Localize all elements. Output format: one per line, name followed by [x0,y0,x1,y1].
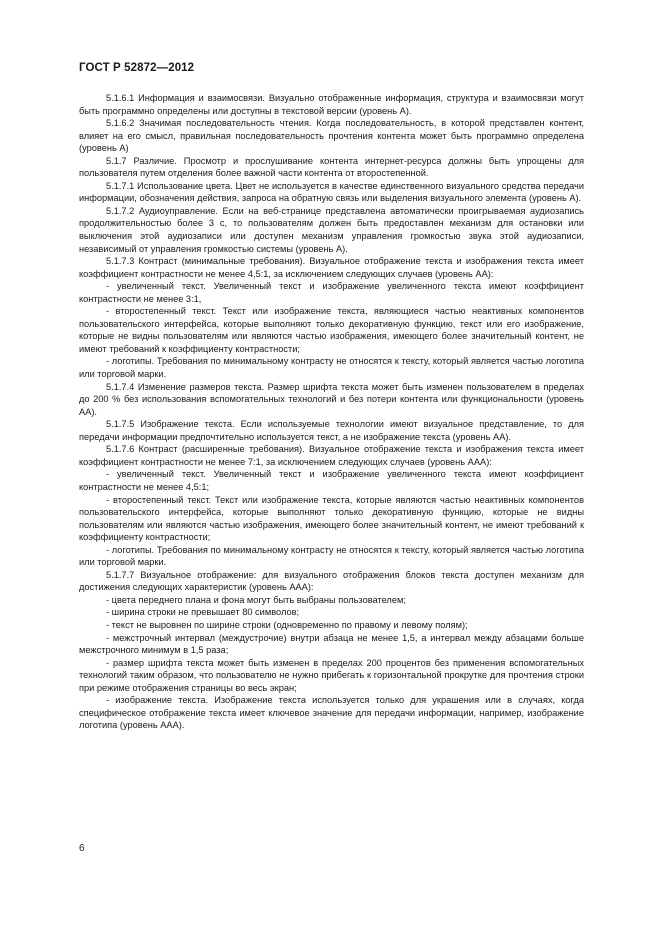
list-item: - цвета переднего плана и фона могут быть выбраны пользователем; [106,594,406,605]
paragraph: 5.1.7.1 Использование цвета. Цвет не используется в качестве единственного визуального средства передачи информации, обозначения действия, запроса на обратную связь или выделения визуального элемента (уровень А). [79,180,584,204]
list-item: - текст не выровнен по ширине строки (одновременно по правому и левому полям); [106,619,468,630]
paragraph: 5.1.7.6 Контраст (расширенные требования). Визуальное отображение текста и изображения текста имеет коэффициент контрастности не менее 7:1, за исключением следующих случаев (уровень ААА): [79,444,584,467]
list-item: - изображение текста. Изображение текста используется только для украшения или в случаях, когда специфическое отображение текста имеет ключевое значение для передачи информации, например, изображение логотипа (уровень ААА). [79,695,584,731]
paragraph: 5.1.6.2 Значимая последовательность чтения. Когда последовательность, в которой представлен контент, влияет на его смысл, правильная последовательность прочтения контента может быть программно определена (уровень А) [79,118,584,154]
paragraph: 5.1.7 Различие. Просмотр и прослушивание контента интернет-ресурса должны быть упрощены для пользователя путем отделения более важной части контента от второстепенной. [79,155,584,179]
list-item: - второстепенный текст. Текст или изображение текста, которые являются частью неактивных компонентов пользовательского интерфейса, которые выполняют только декоративную функцию, которые не видны пользователям или являются частью изображения, имеющего более значительный контент, не имеют требований к коэффициенту контрастности; [79,494,584,543]
list-item: - межстрочный интервал (междустрочие) внутри абзаца не менее 1,5, а интервал между абзацами больше межстрочного минимум в 1,5 раза; [79,632,584,656]
paragraph: 5.1.7.4 Изменение размеров текста. Размер шрифта текста может быть изменен пользователем в пределах до 200 % без использования вспомогательных технологий и без потери контента или функциональности (уровень АА). [79,381,584,417]
list-item: - логотипы. Требования по минимальному контрасту не относятся к тексту, который является частью логотипа или торговой марки. [79,356,584,380]
page-number: 6 [79,843,85,854]
paragraph: 5.1.7.3 Контраст (минимальные требования). Визуальное отображение текста и изображения текста имеет коэффициент контрастности не менее 4,5:1, за исключением следующих случаев (уровень АА): [79,256,584,279]
paragraph: 5.1.7.5 Изображение текста. Если используемые технологии имеют визуальное представление, то для передачи информации предпочтительно используется текст, а не изображение текста (уровень АА). [79,419,584,442]
paragraph: 5.1.7.7 Визуальное отображение: для визуального отображения блоков текста доступен механизм для достижения следующих характеристик (уровень ААА): [79,569,584,593]
list-item: - ширина строки не превышает 80 символов; [106,607,300,618]
standard-header: ГОСТ Р 52872—2012 [79,62,195,74]
list-item: - увеличенный текст. Увеличенный текст и изображение увеличенного текста имеют коэффициент контрастности не менее 3:1, [79,281,584,304]
list-item: - размер шрифта текста может быть изменен в пределах 200 процентов без применения вспомогательных технологий таким образом, что пользователю не нужно прибегать к горизонтальной прокрутке для прочтения строки при режиме отображения страницы во весь экран; [79,657,584,693]
list-item: - логотипы. Требования по минимальному контрасту не относятся к тексту, который является частью логотипа или торговой марки. [79,544,584,568]
document-body [79,92,584,732]
paragraph: 5.1.6.1 Информация и взаимосвязи. Визуально отображенные информация, структура и взаимосвязи могут быть программно определены или доступны в текстовой версии (уровень А). [79,93,584,116]
list-item: - второстепенный текст. Текст или изображение текста, являющиеся частью неактивных компонентов пользовательского интерфейса, которые выполняют только декоративную функцию, текст или его изображение, которые не видны пользователям или являются частью изображения, имеющего более значительный контент, не имеют требований к коэффициенту контрастности; [79,306,584,354]
paragraph: 5.1.7.2 Аудиоуправление. Если на веб-странице представлена автоматически проигрываемая аудиозапись продолжительностью более 3 с, то пользователям должен быть предоставлен механизм для остановки или выключения этой аудиозаписи или доступен механизм управления громкостью звука этой аудиозаписи, независимый от управления громкостью системы (уровень А). [79,205,584,254]
list-item: - увеличенный текст. Увеличенный текст и изображение увеличенного текста имеют коэффициент контрастности не менее 4,5:1; [79,469,584,492]
